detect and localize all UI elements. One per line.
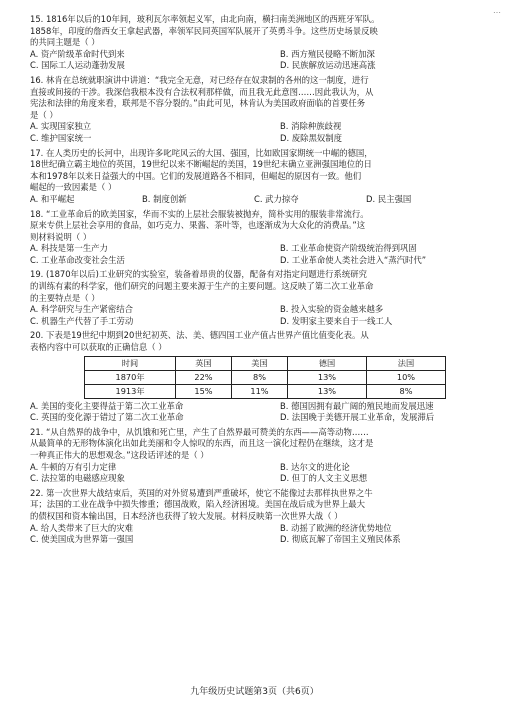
question-19-options bbox=[30, 304, 480, 327]
table-row bbox=[85, 370, 446, 384]
table-cell: 10% bbox=[367, 370, 446, 384]
question-19-stem-line-1: 19. (1870年以后)工业研究的实验室，装备着昂贵的仪器，配备有对指定问题进行系统研究 bbox=[30, 269, 367, 280]
question-18-stem-line-1: 18. “工业革命后的欧美国家，华而不实的上层社会服装被抛弃，简朴实用的服装非常流行。 bbox=[30, 208, 369, 219]
table-cell: 1870年 bbox=[85, 370, 176, 384]
question-18 bbox=[30, 209, 480, 267]
question-22-stem-line-2: 耳；法国的工业在战争中损失惨重；德国战败，陷入经济困境。美国在战后成为世界上最大 bbox=[30, 499, 365, 510]
question-19-stem-line-2: 的训练有素的科学家，他们研究的问题主要来源于生产的主要问题。这反映了第二次工业革命 bbox=[30, 281, 374, 292]
question-16-stem-line-3: 宪法和法律的角度来看，联邦是不容分裂的。”由此可见，林肯认为美国政府面临的首要任务 bbox=[30, 98, 366, 109]
table-header-cell: 法国 bbox=[367, 356, 446, 370]
table-cell: 8% bbox=[367, 384, 446, 398]
option-c: C. 国际工人运动蓬勃发展 bbox=[30, 60, 125, 71]
question-16-stem-line-2: 直接或间接的干涉。我深信我根本没有合法权利那样做，而且我无此意图……因此我认为，从 bbox=[30, 86, 374, 97]
table-cell: 15% bbox=[176, 384, 232, 398]
industrial-output-table bbox=[84, 356, 446, 399]
option-b: B. 动摇了欧洲的经济优势地位 bbox=[280, 522, 392, 533]
question-18-stem-line-3: 则材料说明（ ） bbox=[30, 231, 92, 242]
question-19 bbox=[30, 269, 480, 327]
page-footer: 九年级历史试题第3页（共6页） bbox=[190, 687, 319, 697]
option-d: D. 法国晚于美德开展工业革命，发展滞后 bbox=[280, 412, 435, 423]
question-16-stem-line-4: 是（ ） bbox=[30, 109, 58, 120]
question-20-stem-line-2: 表格内容中可以获取的正确信息（ ） bbox=[30, 342, 167, 353]
question-15-stem-line-3: 的共同主题是（ ） bbox=[30, 37, 100, 48]
option-d: D. 废除黑奴制度 bbox=[280, 132, 343, 143]
question-21-stem-line-2: 从最简单的无形物体演化出如此美丽和令人惊叹的东西，而且这一演化过程仍在继续，这才是 bbox=[30, 438, 374, 449]
question-22 bbox=[30, 488, 480, 546]
option-c: C. 法拉第的电磁感应现象 bbox=[30, 473, 125, 484]
option-b: B. 消除种族歧视 bbox=[280, 121, 342, 132]
option-d: D. 工业革命使人类社会进入“蒸汽时代” bbox=[280, 254, 427, 265]
table-header-cell: 英国 bbox=[176, 356, 232, 370]
option-b: B. 西方殖民侵略不断加深 bbox=[280, 48, 375, 59]
table-header-row bbox=[85, 356, 446, 370]
question-21-options bbox=[30, 462, 480, 485]
option-a: A. 美国的变化主要得益于第二次工业革命 bbox=[30, 400, 184, 411]
question-17-stem-line-2: 18世纪确立霸主地位的英国，19世纪以来不断崛起的美国，19世纪末确立亚洲强国地位的日 bbox=[30, 159, 372, 170]
question-15-stem-line-1: 15. 1816年以后的10年间，玻利瓦尔率领起义军，由北向南，横扫南美洲地区的西班牙军队。 bbox=[30, 14, 380, 24]
option-a: A. 和平崛起 bbox=[30, 193, 75, 204]
option-a: A. 实现国家独立 bbox=[30, 121, 92, 132]
question-17-stem-line-1: 17. 在人类历史的长河中，出现许多叱咤风云的大国、强国，比如欧国家期统一中崛的德国， bbox=[30, 147, 373, 158]
option-b: B. 制度创新 bbox=[142, 193, 187, 204]
question-20 bbox=[30, 330, 480, 423]
option-a: A. 科学研究与生产紧密结合 bbox=[30, 304, 134, 315]
option-d: D. 发明家主要来自于一线工人 bbox=[280, 315, 393, 326]
table-cell: 11% bbox=[232, 384, 288, 398]
question-15-stem-line-2: 1858年，印度的詹西女王拿起武器，率领军民同英国军队展开了英勇斗争。这些历史场景反映 bbox=[30, 25, 378, 36]
question-18-stem-line-2: 原来专供上层社会享用的食品，如巧克力、果酱、茶叶等，也逐渐成为大众化的消费品。”这 bbox=[30, 220, 366, 231]
question-22-options bbox=[30, 523, 480, 546]
option-a: A. 资产阶级革命时代到来 bbox=[30, 48, 125, 59]
question-15-options bbox=[30, 49, 480, 72]
option-b: B. 达尔文的进化论 bbox=[280, 461, 350, 472]
question-21-stem-line-1: 21. “从自然界的战争中，从饥饿和死亡里，产生了自然界最可赞美的东西——高等动物…… bbox=[30, 426, 369, 437]
table-cell: 8% bbox=[232, 370, 288, 384]
question-20-options bbox=[30, 401, 480, 424]
table-cell: 13% bbox=[288, 384, 367, 398]
exam-content bbox=[30, 14, 480, 549]
question-15 bbox=[30, 14, 480, 72]
corner-mark: … bbox=[493, 6, 501, 15]
table-cell: 22% bbox=[176, 370, 232, 384]
question-16-stem-line-1: 16. 林肯在总统就职演讲中讲道：“我完全无意，对已经存在奴隶制的各州的这一制度，进行 bbox=[30, 74, 369, 85]
option-d: D. 但丁的人文主义思想 bbox=[280, 473, 368, 484]
option-c: C. 使美国成为世界第一强国 bbox=[30, 534, 134, 545]
question-19-stem-line-3: 的主要特点是（ ） bbox=[30, 292, 100, 303]
option-d: D. 民主强国 bbox=[366, 193, 412, 204]
option-c: C. 工业革命改变社会生活 bbox=[30, 254, 125, 265]
table-row bbox=[85, 384, 446, 398]
option-a: A. 给人类带来了巨大的灾难 bbox=[30, 522, 134, 533]
option-b: B. 工业革命使资产阶级统治得到巩固 bbox=[280, 243, 417, 254]
option-c: C. 英国的变化源于错过了第二次工业革命 bbox=[30, 412, 184, 423]
option-c: C. 维护国家统一 bbox=[30, 132, 92, 143]
option-c: C. 武力掠夺 bbox=[254, 193, 299, 204]
question-21 bbox=[30, 427, 480, 485]
option-d: D. 彻底瓦解了帝国主义殖民体系 bbox=[280, 534, 401, 545]
table-header-cell: 时间 bbox=[85, 356, 176, 370]
option-a: A. 科技是第一生产力 bbox=[30, 243, 108, 254]
table-cell: 1913年 bbox=[85, 384, 176, 398]
question-20-stem-line-1: 20. 下表是19世纪中期到20世纪初英、法、美、德四国工业产值占世界产值比值变化表。从 bbox=[30, 330, 369, 341]
table-header-cell: 美国 bbox=[232, 356, 288, 370]
question-18-options bbox=[30, 243, 480, 266]
table-header-cell: 德国 bbox=[288, 356, 367, 370]
option-b: B. 德国因拥有最广阔的殖民地而发展迅速 bbox=[280, 400, 434, 411]
option-a: A. 牛顿的万有引力定律 bbox=[30, 461, 117, 472]
question-16-options bbox=[30, 121, 480, 144]
question-22-stem-line-1: 22. 第一次世界大战结束后，英国的对外贸易遭到严重破坏，使它不能像过去那样执世界之牛 bbox=[30, 487, 373, 498]
question-17-stem-line-3: 本和1978年以来日益强大的中国。它们的发展道路各不相同，但崛起的原因有一致。他们 bbox=[30, 170, 362, 181]
question-17 bbox=[30, 148, 480, 206]
question-17-stem-line-4: 崛起的一致因素是（ ） bbox=[30, 182, 117, 193]
question-22-stem-line-3: 的债权国和资本输出国，日本经济也获得了较大发展。材料反映第一次世界大战（ ） bbox=[30, 510, 343, 521]
question-17-options bbox=[30, 194, 480, 206]
option-d: D. 民族解放运动迅速高涨 bbox=[280, 60, 376, 71]
option-b: B. 投入实验的资金越来越多 bbox=[280, 304, 384, 315]
question-16 bbox=[30, 75, 480, 145]
question-21-stem-line-3: 一种真正伟大的思想观念。”这段话评述的是（ ） bbox=[30, 450, 209, 460]
table-cell: 13% bbox=[288, 370, 367, 384]
option-c: C. 机器生产代替了手工劳动 bbox=[30, 315, 134, 326]
